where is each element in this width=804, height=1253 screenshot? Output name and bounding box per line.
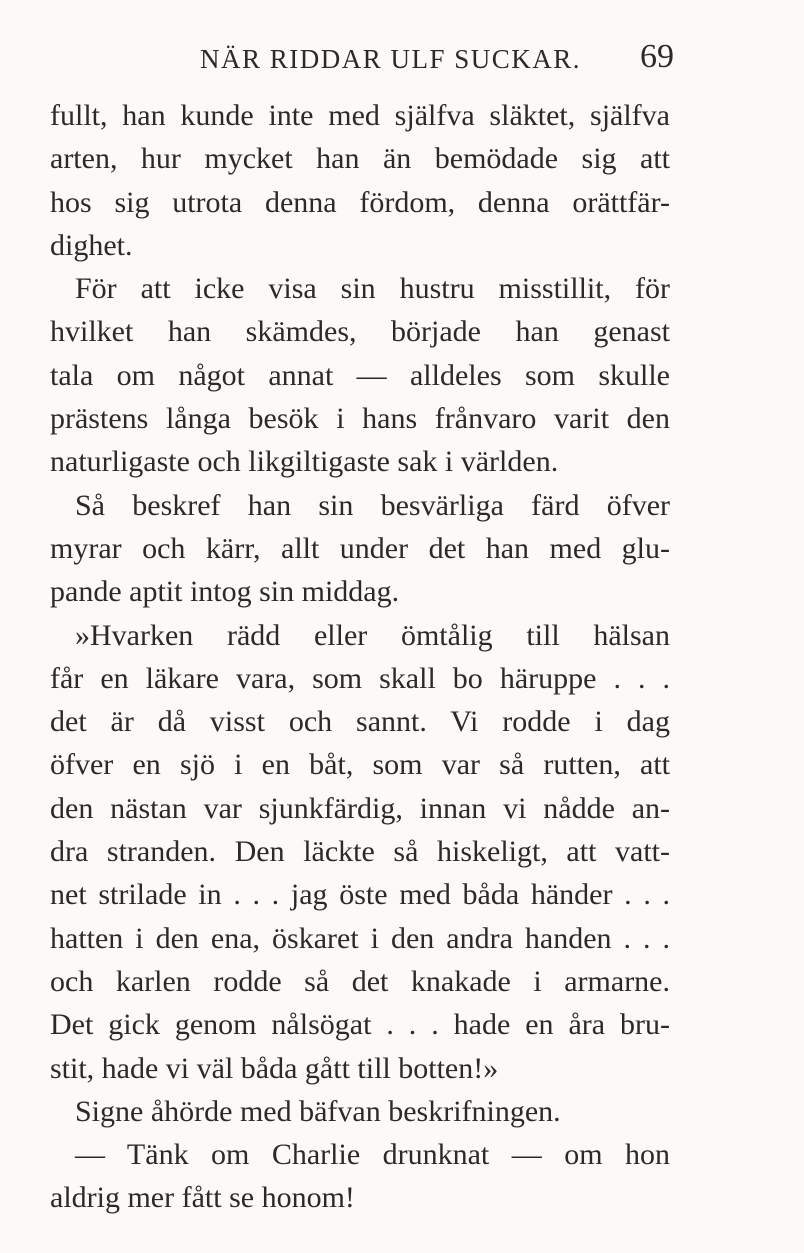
text-line: prästens långa besök i hans frånvaro varit den xyxy=(50,402,670,436)
text-line: naturligaste och likgiltigaste sak i världen. xyxy=(50,445,559,479)
body-text xyxy=(50,94,670,1220)
text-line: Det gick genom nålsögat . . . hade en åra bru- xyxy=(50,1008,670,1042)
text-line: — Tänk om Charlie drunknat — om hon xyxy=(75,1138,670,1172)
text-line: aldrig mer fått se honom! xyxy=(50,1181,355,1215)
text-line: Signe åhörde med bäfvan beskrifningen. xyxy=(75,1094,561,1128)
text-line: hatten i den ena, öskaret i den andra handen . . . xyxy=(50,921,670,955)
text-line: dra stranden. Den läckte så hiskeligt, att vatt- xyxy=(50,835,670,869)
text-line: hvilket han skämdes, började han genast xyxy=(50,315,670,349)
text-line: pande aptit intog sin middag. xyxy=(50,575,400,609)
text-line: och karlen rodde så det knakade i armarne. xyxy=(50,964,670,998)
text-line: det är då visst och sannt. Vi rodde i dag xyxy=(50,705,670,739)
text-line: För att icke visa sin hustru misstillit, för xyxy=(75,272,670,306)
text-line: får en läkare vara, som skall bo häruppe . . . xyxy=(50,661,670,695)
text-line: net strilade in . . . jag öste med båda händer . . . xyxy=(50,878,670,912)
text-line: hos sig utrota denna fördom, denna orättfär- xyxy=(50,185,670,219)
text-line: arten, hur mycket han än bemödade sig att xyxy=(50,142,670,176)
text-line: stit, hade vi väl båda gått till botten!» xyxy=(50,1051,499,1085)
running-title: NÄR RIDDAR ULF SUCKAR. xyxy=(200,44,582,74)
page-number: 69 xyxy=(640,38,674,75)
text-line: öfver en sjö i en båt, som var så rutten, att xyxy=(50,748,670,782)
text-line: myrar och kärr, allt under det han med glu- xyxy=(50,531,670,565)
text-line: fullt, han kunde inte med själfva släktet, själfva xyxy=(50,99,670,132)
text-line: dighet. xyxy=(50,228,133,262)
text-line: Så beskref han sin besvärliga färd öfver xyxy=(75,488,670,522)
text-line: tala om något annat — alldeles som skulle xyxy=(50,358,670,392)
text-line: den nästan var sjunkfärdig, innan vi nådde an- xyxy=(50,791,670,825)
text-line: »Hvarken rädd eller ömtålig till hälsan xyxy=(75,618,670,652)
